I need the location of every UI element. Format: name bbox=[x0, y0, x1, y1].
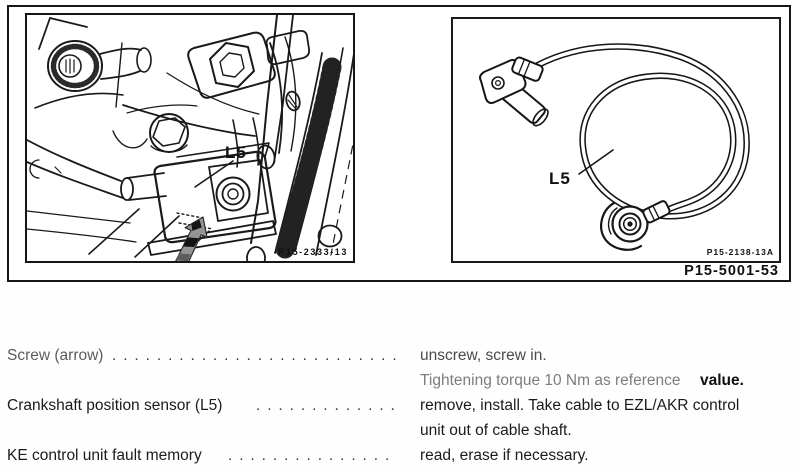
panel-part-number-left: P15-2333-13 bbox=[278, 247, 348, 257]
torque-note: Tightening torque 10 Nm as reference bbox=[420, 372, 681, 389]
procedure-continuation-row bbox=[0, 421, 800, 440]
crankshaft-sensor bbox=[148, 143, 276, 255]
hex-bolt-middle bbox=[150, 114, 188, 152]
round-connector bbox=[601, 200, 671, 250]
step-label: Screw (arrow) bbox=[7, 347, 104, 364]
callout-l5-left: L5 bbox=[225, 143, 247, 162]
callout-leader-line bbox=[195, 161, 233, 187]
dot-leader: . . . . . . . . . . . . . . . . . . . . . . . . . . bbox=[112, 347, 398, 364]
step-label: KE control unit fault memory bbox=[7, 447, 202, 464]
procedure-row bbox=[0, 346, 800, 365]
step-action: remove, install. Take cable to EZL/AKR control bbox=[420, 397, 740, 414]
figure-frame bbox=[7, 5, 791, 282]
panel-part-number-right: P15-2138-13A bbox=[706, 247, 774, 257]
callout-l5-right: L5 bbox=[549, 169, 571, 188]
torque-note-emphasis: value. bbox=[700, 372, 744, 389]
procedure-row bbox=[0, 396, 800, 415]
step-action: unscrew, screw in. bbox=[420, 347, 547, 364]
figure-number: P15-5001-53 bbox=[684, 263, 779, 279]
sensor-cable-illustration bbox=[453, 19, 779, 261]
dot-leader: . . . . . . . . . . . . . . . bbox=[228, 447, 390, 464]
dot-leader: . . . . . . . . . . . . . bbox=[256, 397, 396, 414]
knurled-plug bbox=[48, 41, 151, 91]
cable-loop bbox=[538, 47, 747, 217]
procedure-note-row bbox=[0, 371, 800, 390]
engine-illustration bbox=[27, 15, 353, 261]
sensor-cable bbox=[27, 140, 166, 200]
step-action-continued: unit out of cable shaft. bbox=[420, 422, 572, 439]
engine-view-panel bbox=[25, 13, 355, 263]
procedure-row bbox=[0, 446, 800, 465]
ring-gear bbox=[275, 15, 353, 255]
step-label: Crankshaft position sensor (L5) bbox=[7, 397, 223, 414]
sensor-cable-panel bbox=[451, 17, 781, 263]
sensor-probe bbox=[480, 56, 551, 128]
step-action: read, erase if necessary. bbox=[420, 447, 589, 464]
lower-contours bbox=[27, 160, 209, 261]
